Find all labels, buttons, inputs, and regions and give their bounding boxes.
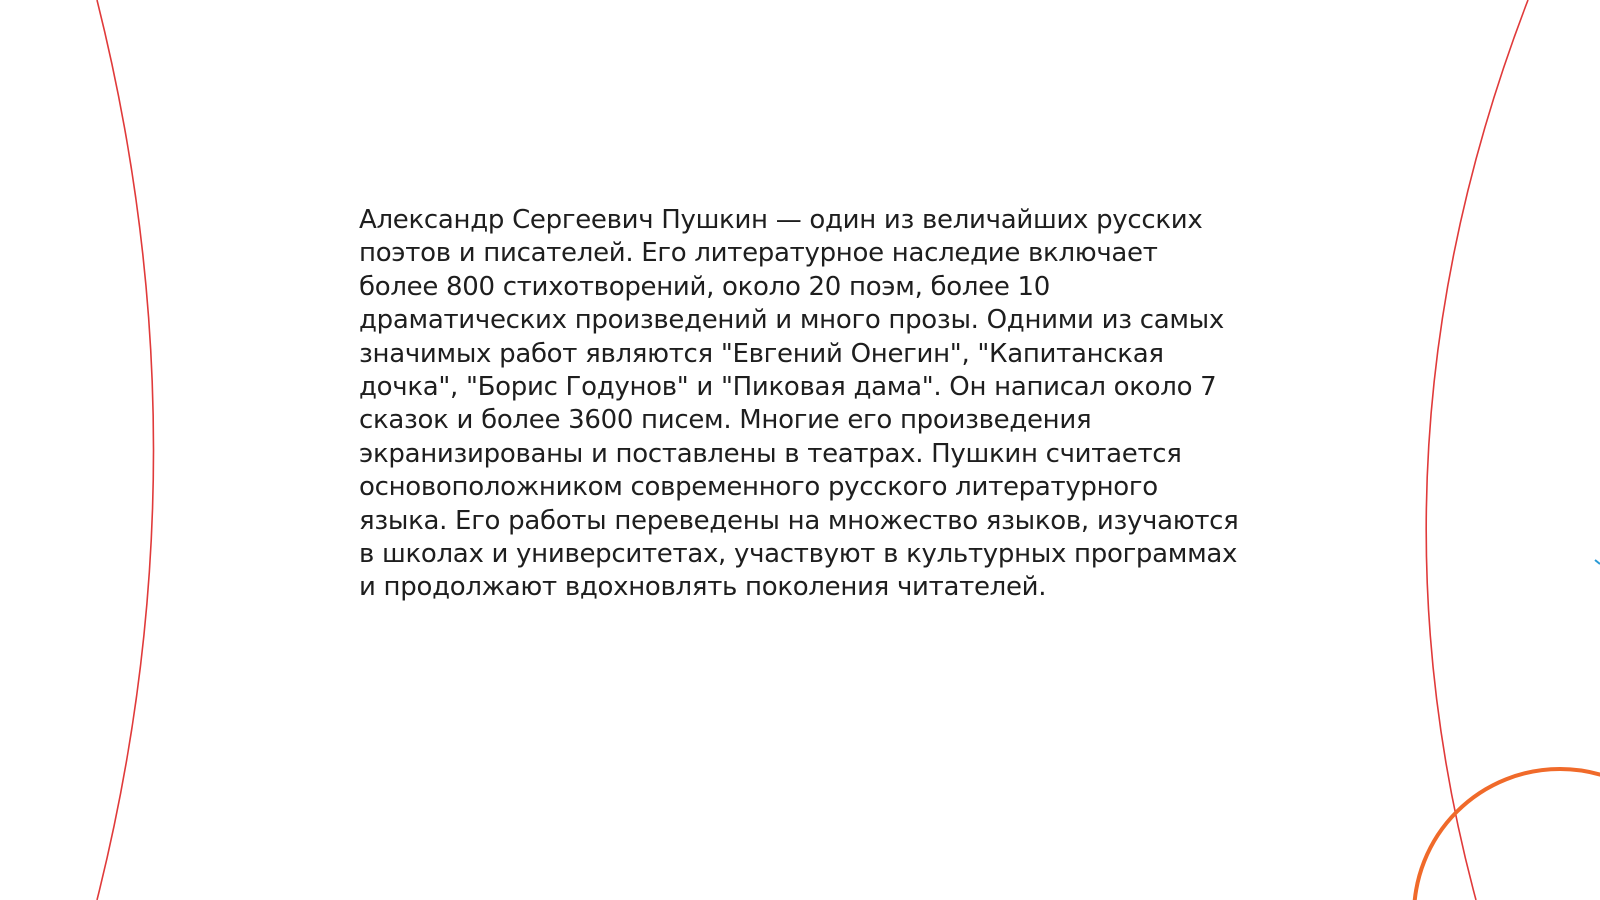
orange-circle-outline — [1414, 769, 1600, 900]
left-frame-curve — [97, 0, 154, 900]
blue-edge-mark — [1595, 560, 1600, 564]
slide-body-text: Александр Сергеевич Пушкин — один из величайших русских поэтов и писателей. Его литературное наследие включает более 800 стихотворений, около 20 поэм, более 10 драматических произведений и много прозы. Одними из самых значимых работ являются "Евгений Онегин", "Капитанская дочка", "Борис Годунов" и "Пиковая дама". Он написал около 7 сказок и более 3600 писем. Многие его произведения экранизированы и поставлены в театрах. Пушкин считается основоположником современного русского литературного языка. Его работы переведены на множество языков, изучаются в школах и университетах, участвуют в культурных программах и продолжают вдохновлять поколения читателей. — [359, 205, 1239, 603]
right-frame-curve — [1426, 0, 1528, 900]
